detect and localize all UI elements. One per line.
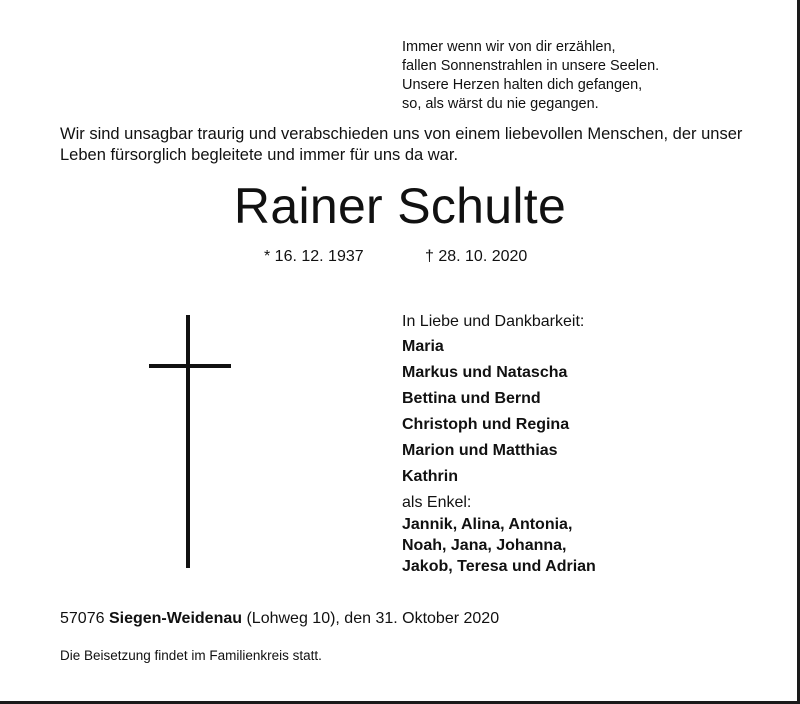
family-member: Maria <box>402 338 444 355</box>
poem-line: Immer wenn wir von dir erzählen, <box>402 39 616 55</box>
zip-code: 57076 <box>60 610 105 627</box>
grandchildren-line: Noah, Jana, Johanna, <box>402 537 567 554</box>
birth-date: * 16. 12. 1937 <box>264 248 364 265</box>
city: Siegen-Weidenau <box>108 610 243 627</box>
family-member: Kathrin <box>402 468 458 485</box>
intro-text: Wir sind unsagbar traurig und verabschieden uns von einem liebevollen Menschen, der unser Leben fürsorglich begleitete und immer für uns da war. <box>60 125 743 164</box>
grandchildren-line: Jannik, Alina, Antonia, <box>402 516 573 533</box>
grandchildren-label: als Enkel: <box>402 494 472 511</box>
cross-icon <box>186 315 190 568</box>
poem-line: fallen Sonnenstrahlen in unsere Seelen. <box>402 58 660 74</box>
deceased-name: Rainer Schulte <box>233 178 567 234</box>
death-date: † 28. 10. 2020 <box>425 248 528 265</box>
poem-line: Unsere Herzen halten dich gefangen, <box>402 77 643 93</box>
grandchildren-line: Jakob, Teresa und Adrian <box>402 558 596 575</box>
poem-line: so, als wärst du nie gegangen. <box>402 96 599 112</box>
family-intro: In Liebe und Dankbarkeit: <box>402 313 585 330</box>
address-date: (Lohweg 10), den 31. Oktober 2020 <box>246 610 500 627</box>
burial-note: Die Beisetzung findet im Familienkreis statt. <box>60 648 322 663</box>
family-member: Bettina und Bernd <box>402 390 541 407</box>
family-member: Christoph und Regina <box>402 416 570 433</box>
cross-icon-beam <box>149 364 231 368</box>
family-member: Markus und Natascha <box>402 364 568 381</box>
family-member: Marion und Matthias <box>402 442 558 459</box>
poem <box>402 38 659 114</box>
place-date-line <box>60 610 499 628</box>
family-list <box>402 310 596 577</box>
